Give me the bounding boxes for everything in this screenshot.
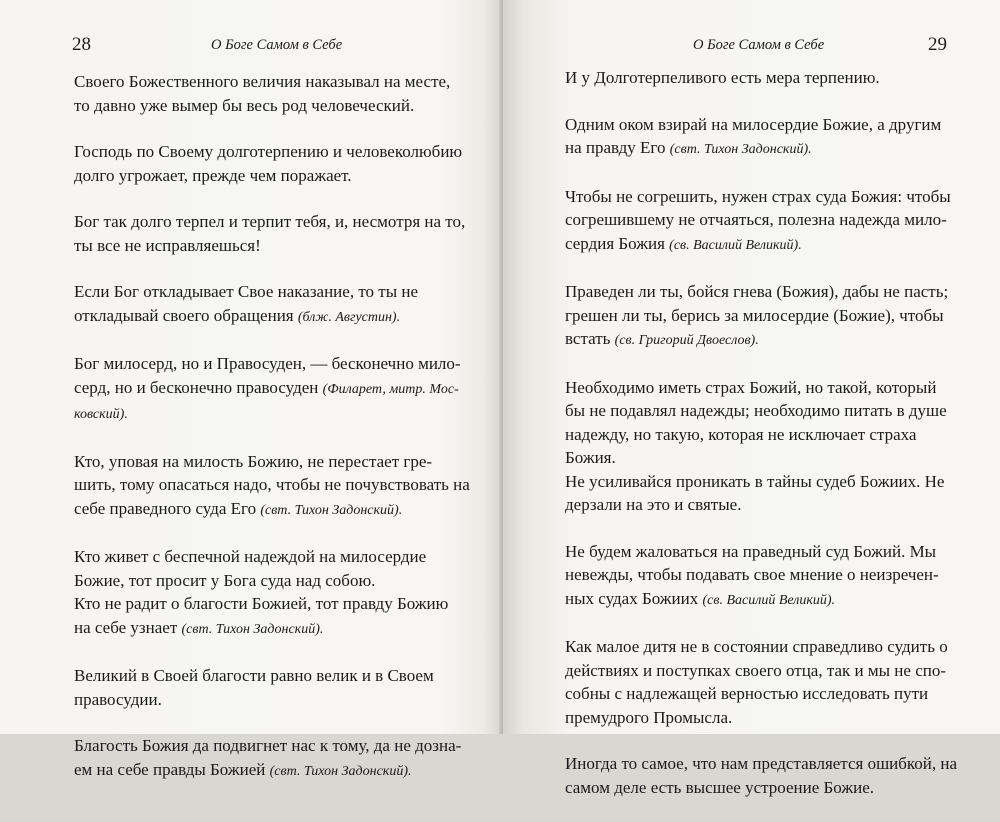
line-text: Кто не радит о благости Божией, тот правду Божию bbox=[74, 594, 449, 613]
text-line bbox=[565, 232, 960, 258]
right-page-text bbox=[565, 66, 960, 822]
text-line bbox=[74, 234, 461, 258]
text-line bbox=[565, 446, 960, 470]
line-text: Необходимо иметь страх Божий, но такой, который bbox=[565, 377, 937, 397]
citation: (свт. Тихон Задонский). bbox=[181, 621, 324, 637]
text-line bbox=[74, 352, 461, 376]
text-line bbox=[74, 376, 461, 402]
text-line bbox=[565, 399, 960, 423]
paragraph bbox=[74, 210, 466, 257]
line-text: Бог милосерд, но и Правосуден, — бесконечно мило- bbox=[74, 354, 461, 373]
text-line bbox=[74, 450, 461, 474]
text-line bbox=[565, 327, 960, 353]
line-text: Бог так долго терпел и терпит тебя, и, несмотря на то, bbox=[74, 212, 466, 231]
line-text: себе праведного суда Его bbox=[74, 498, 261, 518]
text-line bbox=[74, 758, 461, 784]
running-head: О Боге Самом в Себе bbox=[693, 37, 825, 53]
paragraph bbox=[565, 280, 960, 353]
text-line bbox=[565, 659, 960, 683]
paragraph bbox=[565, 185, 960, 258]
line-text: долго угрожает, прежде чем поражает. bbox=[74, 165, 352, 185]
text-line bbox=[565, 706, 960, 730]
line-text: на правду Его bbox=[565, 138, 670, 157]
running-head: О Боге Самом в Себе bbox=[211, 37, 343, 53]
text-line bbox=[565, 493, 960, 517]
line-text: Кто, уповая на милость Божию, не перестает гре- bbox=[74, 451, 433, 471]
text-line bbox=[74, 401, 461, 427]
paragraph bbox=[565, 635, 960, 729]
line-text: надежду, но такую, которая не исключает страха bbox=[565, 424, 917, 444]
paragraph bbox=[74, 352, 461, 427]
paragraph bbox=[74, 734, 461, 783]
line-text: Божия. bbox=[565, 448, 616, 467]
paragraph bbox=[565, 66, 960, 90]
paragraph bbox=[565, 113, 960, 162]
text-line bbox=[565, 208, 960, 232]
citation: (свт. Тихон Задонский). bbox=[269, 763, 412, 779]
citation: (Филарет, митр. Мос- bbox=[322, 381, 459, 397]
text-line bbox=[74, 304, 461, 330]
line-text: Своего Божественного величия наказывал на месте, bbox=[74, 72, 451, 91]
citation: (св. Григорий Двоеслов). bbox=[614, 333, 759, 348]
line-text: ты все не исправляешься! bbox=[74, 235, 261, 255]
paragraph bbox=[74, 280, 461, 329]
paragraph bbox=[74, 545, 461, 641]
right-page-header bbox=[503, 34, 1000, 58]
text-line bbox=[74, 164, 461, 188]
citation: (св. Василий Великий). bbox=[669, 237, 802, 253]
line-text: Великий в Своей благости равно велик и в Своем bbox=[74, 666, 434, 685]
line-text: Господь по Своему долготерпению и человеколюбию bbox=[74, 142, 463, 161]
text-line bbox=[565, 423, 960, 447]
text-line bbox=[565, 635, 960, 659]
text-line bbox=[74, 473, 470, 497]
line-text: Благость Божия да подвигнет нас к тому, да не дозна- bbox=[74, 736, 462, 755]
line-text: Не усиливайся проникать в тайны судеб Божиих. Не bbox=[565, 471, 945, 491]
line-text: ем на себе правды Божией bbox=[74, 759, 270, 779]
text-line bbox=[74, 545, 461, 569]
line-text: Не будем жаловаться на праведный суд Божий. Мы bbox=[565, 541, 937, 561]
line-text: Иногда то самое, что нам представляется ошибкой, на bbox=[565, 754, 958, 773]
text-line bbox=[74, 280, 461, 304]
paragraph bbox=[74, 140, 461, 187]
text-line bbox=[565, 776, 960, 800]
line-text: Праведен ли ты, бойся гнева (Божия), дабы не пасть; bbox=[565, 282, 949, 301]
text-line bbox=[565, 587, 960, 613]
text-line bbox=[565, 113, 960, 137]
left-page bbox=[0, 0, 503, 779]
line-text: правосудии. bbox=[74, 689, 162, 709]
line-text: откладывай своего обращения bbox=[74, 305, 298, 325]
text-line bbox=[74, 140, 461, 164]
text-line bbox=[74, 592, 461, 616]
text-line bbox=[74, 70, 461, 94]
line-text: сердия Божия bbox=[565, 233, 670, 253]
text-line bbox=[565, 376, 960, 400]
paragraph bbox=[565, 376, 960, 517]
right-page bbox=[503, 0, 1000, 797]
text-line bbox=[74, 94, 461, 118]
line-text: дерзали на это и святые. bbox=[565, 495, 742, 514]
line-text: Одним оком взирай на милосердие Божие, а другим bbox=[565, 114, 942, 134]
line-text: И у Долготерпеливого есть мера терпению. bbox=[565, 68, 880, 87]
text-line bbox=[565, 752, 960, 776]
line-text: ных судах Божиих bbox=[565, 588, 703, 608]
text-line bbox=[74, 616, 461, 642]
paragraph bbox=[74, 664, 461, 711]
line-text: на себе узнает bbox=[74, 617, 182, 637]
line-text: собны с надлежащей верностью исследовать пути bbox=[565, 684, 929, 703]
text-line bbox=[74, 664, 461, 688]
line-text: самом деле есть высшее устроение Божие. bbox=[565, 777, 874, 797]
text-line bbox=[74, 210, 466, 234]
left-page-text bbox=[74, 70, 470, 806]
text-line bbox=[565, 280, 960, 304]
line-text: серд, но и бесконечно правосуден bbox=[74, 377, 323, 397]
text-line bbox=[565, 682, 960, 706]
citation: (блж. Августин). bbox=[297, 309, 401, 325]
citation: (свт. Тихон Задонский). bbox=[669, 142, 812, 157]
line-text: действиях и поступках своего отца, так и мы не спо- bbox=[565, 660, 946, 680]
line-text: Чтобы не согрешить, нужен страх суда Божия: чтобы bbox=[565, 186, 951, 206]
line-text: Кто живет с беспечной надеждой на милосердие bbox=[74, 547, 427, 566]
paragraph bbox=[565, 752, 960, 799]
page-number: 29 bbox=[928, 34, 947, 55]
text-line bbox=[74, 497, 461, 523]
left-page-header bbox=[0, 34, 503, 58]
line-text: Божие, тот просит у Бога суда над собою. bbox=[74, 570, 376, 590]
page-number: 28 bbox=[72, 34, 91, 55]
line-text: шить, тому опасаться надо, чтобы не почувствовать на bbox=[74, 475, 470, 494]
line-text: невежды, чтобы подавать свое мнение о неизречен- bbox=[565, 565, 939, 584]
line-text: то давно уже вымер бы весь род человеческий. bbox=[74, 95, 415, 115]
text-line bbox=[565, 66, 960, 90]
line-text: встать bbox=[565, 329, 615, 348]
line-text: Как малое дитя не в состоянии справедливо судить о bbox=[565, 637, 948, 656]
text-line bbox=[565, 563, 960, 587]
line-text: согрешившему не отчаяться, полезна надежда мило- bbox=[565, 210, 947, 229]
text-line bbox=[74, 734, 461, 758]
text-line bbox=[565, 185, 960, 209]
line-text: Если Бог откладывает Свое наказание, то ты не bbox=[74, 282, 419, 301]
line-text: премудрого Промысла. bbox=[565, 707, 733, 727]
paragraph bbox=[74, 70, 461, 117]
line-text: бы не подавлял надежды; необходимо питать в душе bbox=[565, 401, 947, 420]
text-line bbox=[74, 569, 461, 593]
citation: (свт. Тихон Задонский). bbox=[260, 502, 403, 518]
text-line bbox=[565, 540, 960, 564]
citation: ковский). bbox=[74, 407, 128, 422]
text-line bbox=[565, 470, 960, 494]
text-line bbox=[565, 304, 960, 328]
line-text: грешен ли ты, берись за милосердие (Божие), чтобы bbox=[565, 305, 944, 325]
text-line bbox=[565, 136, 960, 162]
text-line bbox=[74, 688, 461, 712]
paragraph bbox=[565, 540, 960, 613]
paragraph bbox=[74, 450, 470, 523]
citation: (св. Василий Великий). bbox=[702, 592, 836, 608]
